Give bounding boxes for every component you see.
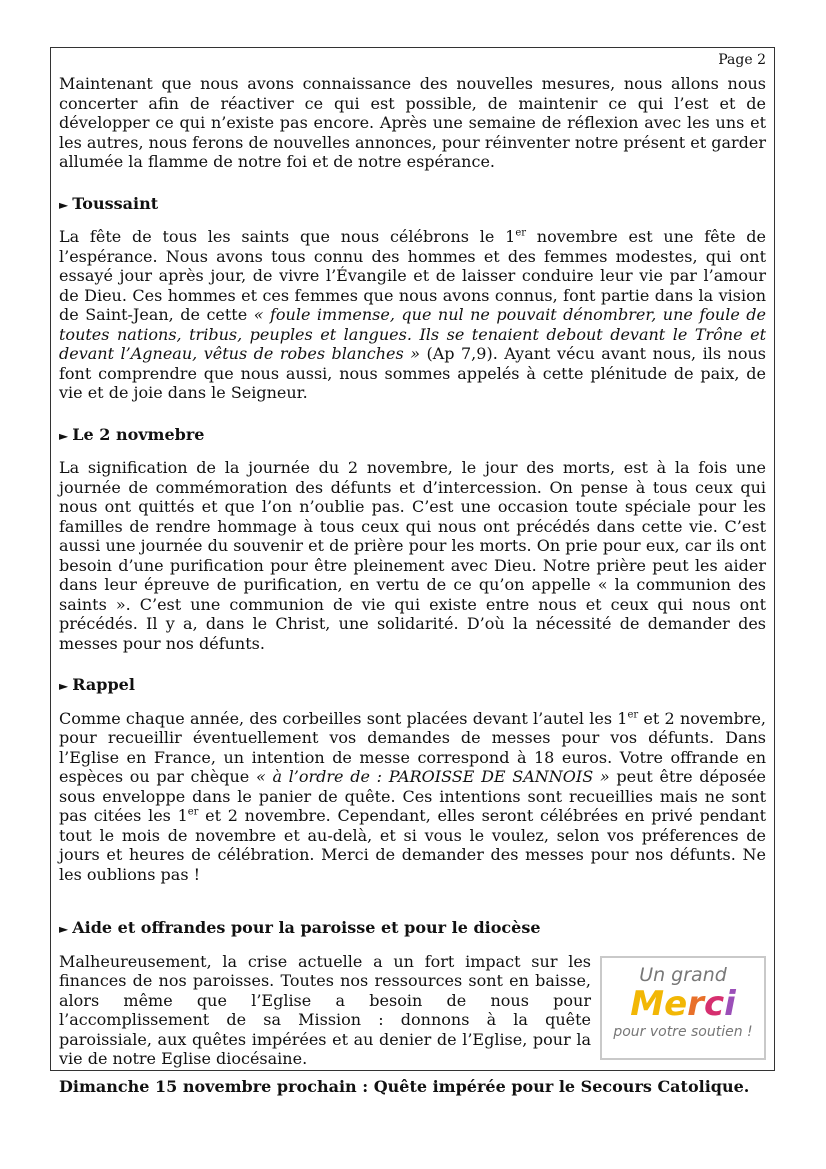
- text-run: peut être déposée sous enveloppe dans le panier de quête. Ces intentions sont recueillies mais ne sont pas citées les 1: [59, 767, 767, 825]
- merci-letter: i: [724, 984, 736, 1024]
- heading-label: Toussaint: [72, 193, 159, 213]
- text-run: (Ap 7,9). Ayant vécu avant nous, ils nous font comprendre que nous aussi, nous sommes appelés à cette plénitude de paix, de vie et de joie dans le Seigneur.: [59, 344, 767, 402]
- superscript: er: [627, 709, 639, 721]
- toussaint-paragraph: [59, 227, 766, 403]
- heading-label: Aide et offrandes pour la paroisse et pour le diocèse: [72, 918, 541, 937]
- superscript: er: [187, 806, 199, 818]
- page-number: Page 2: [718, 52, 766, 68]
- merci-letter: c: [703, 984, 725, 1024]
- bullet-icon: ►: [59, 428, 69, 443]
- bullet-icon: ►: [59, 922, 69, 936]
- page-content: [59, 74, 766, 1096]
- heading-label: Rappel: [72, 675, 135, 694]
- page-frame: [50, 47, 775, 1096]
- bullet-icon: ►: [59, 197, 69, 212]
- text-run: La fête de tous les saints que nous célébrons le 1: [59, 227, 516, 246]
- merci-line-1: Un grand: [639, 963, 727, 986]
- merci-letter: M: [630, 984, 665, 1024]
- deux-novembre-paragraph: La signification de la journée du 2 novembre, le jour des morts, est à la fois une journée de commémoration des défunts et d’intercession. On pense à tous ceux qui nous ont quittés et que l’on n’oublie pas. C’est une occasion toute spéciale pour les familles de rendre hommage à tous ceux qui nous ont précédés dans cette vie. C’est aussi une journée du souvenir et de prière pour les morts. On prie pour eux, car ils ont besoin d’une purification pour être pleinement avec Dieu. Notre prière peut les aider dans leur épreuve de purification, en vertu de ce qu’on appelle « la communion des saints ». C’est une communion de vie qui existe entre nous et ceux qui nous ont précédés. Il y a, dans le Christ, une solidarité. D’où la nécessité de demander des messes pour nos défunts.: [59, 458, 766, 653]
- merci-letter: r: [687, 984, 704, 1024]
- text-run: novembre est une fête de l’espérance. Nous avons tous connu des hommes et des femmes modestes, qui ont essayé jour après jour, de vivre l’Évangile et de laisser conduire leur vie par l’amour de Dieu. Ces hommes et ces femmes que nous avons connus, font partie dans la vision de Saint-Jean, de cette: [59, 227, 767, 324]
- intro-paragraph: Maintenant que nous avons connaissance des nouvelles mesures, nous allons nous concerter afin de réactiver ce qui est possible, de maintenir ce qui l’est et de développer ce qui n’existe pas encore. Après une semaine de réflexion avec les uns et les autres, nous ferons de nouvelles annonces, pour réinventer notre présent et garder allumée la flamme de notre foi et de notre espérance.: [59, 74, 767, 171]
- heading-toussaint: [59, 194, 766, 216]
- text-run: et 2 novembre, pour recueillir éventuellement vos demandes de messes pour vos défunts. Dans l’Eglise en France, un intention de messe correspond à 18 euros. Votre offrande en espèces ou par chèque: [59, 708, 767, 786]
- final-announcement: Dimanche 15 novembre prochain : Quête impérée pour le Secours Catolique.: [59, 1076, 750, 1096]
- heading-label: Le 2 novmebre: [72, 424, 205, 444]
- heading-2-novembre: [59, 425, 766, 447]
- heading-rappel: [59, 675, 766, 697]
- scripture-quote: « foule immense, que nul ne pouvait dénombrer, une foule de toutes nations, tribus, peuples et langues. Ils se tenaient debout devant le Trône et devant l’Agneau, vêtus de robes blanches »: [59, 305, 767, 363]
- merci-image: [600, 956, 766, 1060]
- text-run: Comme chaque année, des corbeilles sont placées devant l’autel les 1: [59, 708, 628, 728]
- merci-letter: e: [664, 984, 688, 1024]
- rappel-paragraph: [59, 709, 766, 885]
- aide-section: [59, 952, 766, 1069]
- merci-word: [602, 985, 764, 1023]
- aide-paragraph: Malheureusement, la crise actuelle a un fort impact sur les finances de nos paroisses. Toutes nos ressources sont en baisse, alors même que l’Eglise a besoin de nous pour l’accomplissement de sa Mission : donnons à la quête paroissiale, aux quêtes impérées et au denier de l’Eglise, pour la vie de notre Eglise diocésaine.: [59, 951, 591, 1068]
- merci-line-3: pour votre soutien !: [613, 1024, 753, 1040]
- superscript: er: [515, 227, 527, 239]
- cheque-order-quote: « à l’ordre de : PAROISSE DE SANNOIS »: [255, 767, 610, 786]
- heading-aide: [59, 918, 766, 940]
- bullet-icon: ►: [59, 679, 69, 693]
- text-run: et 2 novembre. Cependant, elles seront célébrées en privé pendant tout le mois de novembre et au-delà, et si vous le voulez, selon vos préferences de jours et heures de célébration. Merci de demander des messes pour nos défunts. Ne les oublions pas !: [59, 806, 766, 884]
